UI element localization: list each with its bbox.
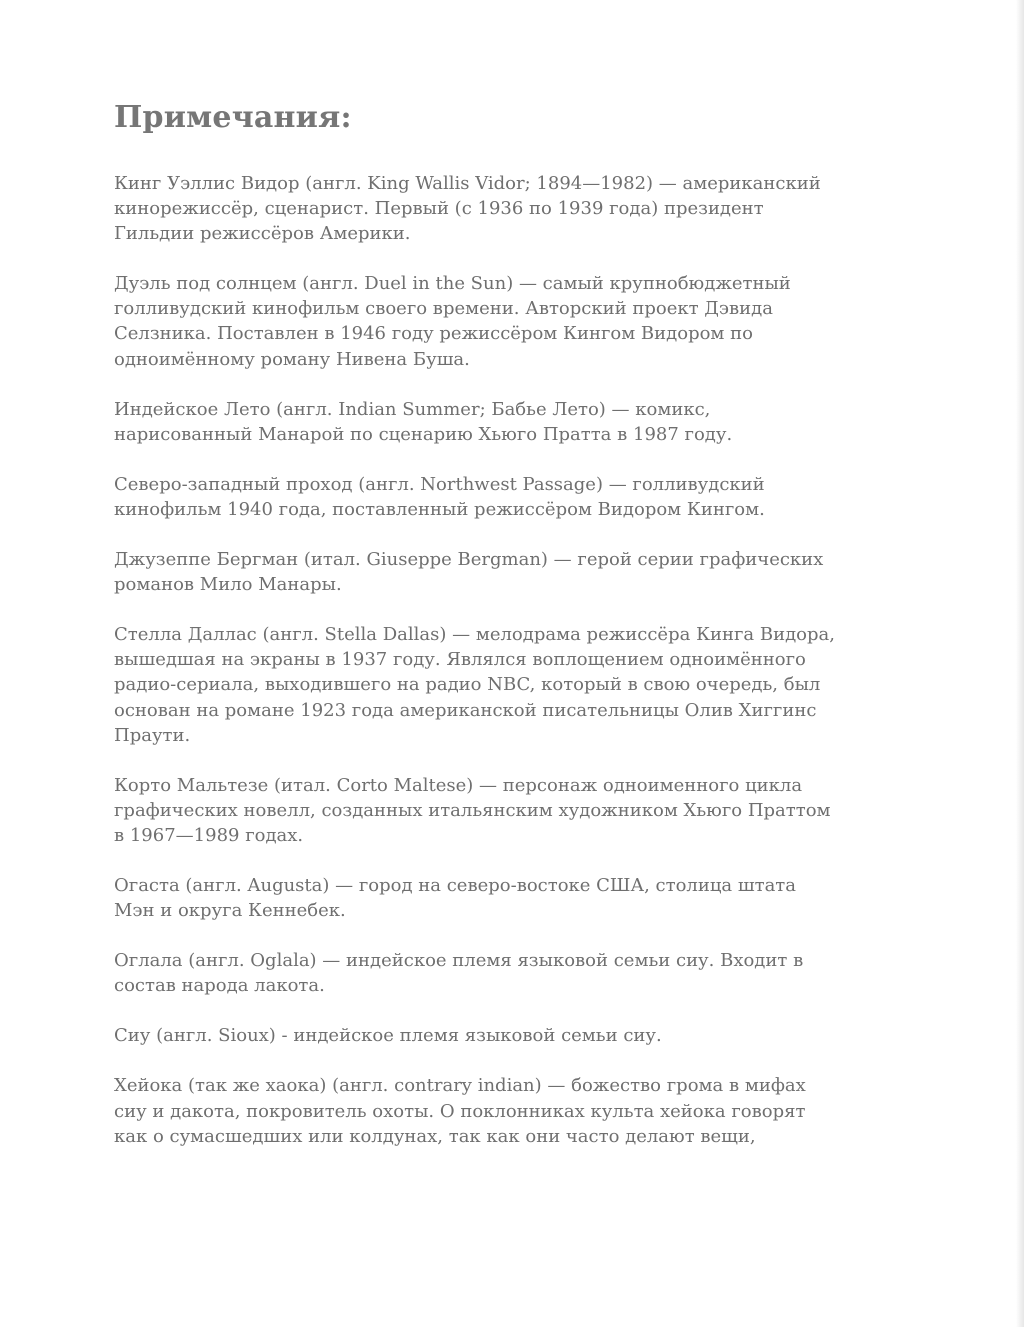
note-giuseppe-bergman [114,547,904,597]
note-line: голливудский кинофильм своего времени. Авторский проект Дэвида [114,298,773,320]
note-heyoka [114,1073,904,1148]
note-line: романов Мило Манары. [114,574,342,596]
notes-section [114,98,904,1174]
note-line: основан на романе 1923 года американской писательницы Олив Хиггинс [114,699,817,721]
note-line: состав народа лакота. [114,975,325,997]
note-sioux [114,1023,904,1048]
note-indian-summer [114,397,904,447]
note-line: Гильдии режиссёров Америки. [114,223,411,245]
notes-title: Примечания: [114,100,352,135]
note-corto-maltese [114,773,904,848]
note-line: Оглала (англ. Oglala) — индейское племя языковой семьи сиу. Входит в [114,950,804,972]
note-line: Джузеппе Бергман (итал. Giuseppe Bergman) — герой серии графических [114,549,824,571]
note-line: Селзника. Поставлен в 1946 году режиссёром Кингом Видором по [114,323,753,345]
note-line: как о сумасшедших или колдунах, так как они часто делают вещи, [114,1125,756,1147]
note-line: Мэн и округа Кеннебек. [114,900,346,922]
note-stella-dallas [114,622,904,747]
note-line: сиу и дакота, покровитель охоты. О поклонниках культа хейока говорят [114,1100,806,1122]
note-line: Дуэль под солнцем (англ. Duel in the Sun) — самый крупнобюджетный [114,273,791,295]
note-northwest-passage [114,472,904,522]
note-line: в 1967—1989 годах. [114,824,304,846]
note-line: кинорежиссёр, сценарист. Первый (с 1936 по 1939 года) президент [114,198,764,220]
note-line: Северо-западный проход (англ. Northwest Passage) — голливудский [114,473,765,495]
note-line: одноимённому роману Нивена Буша. [114,348,470,370]
note-line: Индейское Лето (англ. Indian Summer; Бабье Лето) — комикс, [114,398,711,420]
note-line: Кинг Уэллис Видор (англ. King Wallis Vidor; 1894—1982) — американский [114,173,821,194]
note-line: Стелла Даллас (англ. Stella Dallas) — мелодрама режиссёра Кинга Видора, [114,624,835,646]
note-line: нарисованный Манарой по сценарию Хьюго Пратта в 1987 году. [114,423,733,445]
note-line: вышедшая на экраны в 1937 году. Являлся воплощением одноимённого [114,649,806,671]
note-line: Корто Мальтезе (итал. Corto Maltese) — персонаж одноименного цикла [114,774,803,796]
note-augusta [114,873,904,923]
note-oglala [114,948,904,998]
note-line: Праути. [114,724,191,746]
page-edge-shadow [1016,0,1024,1327]
note-king-vidor [114,171,904,246]
note-line: радио-сериала, выходившего на радио NBC, который в свою очередь, был [114,674,821,696]
note-line: графических новелл, созданных итальянским художником Хьюго Праттом [114,799,831,821]
note-line: кинофильм 1940 года, поставленный режиссёром Видором Кингом. [114,498,765,520]
note-line: Хейока (так же хаока) (англ. contrary indian) — божество грома в мифах [114,1075,806,1097]
note-line: Сиу (англ. Sioux) - индейское племя языковой семьи сиу. [114,1025,662,1047]
note-duel-in-the-sun [114,271,904,371]
note-line: Огаста (англ. Augusta) — город на северо-востоке США, столица штата [114,874,796,896]
